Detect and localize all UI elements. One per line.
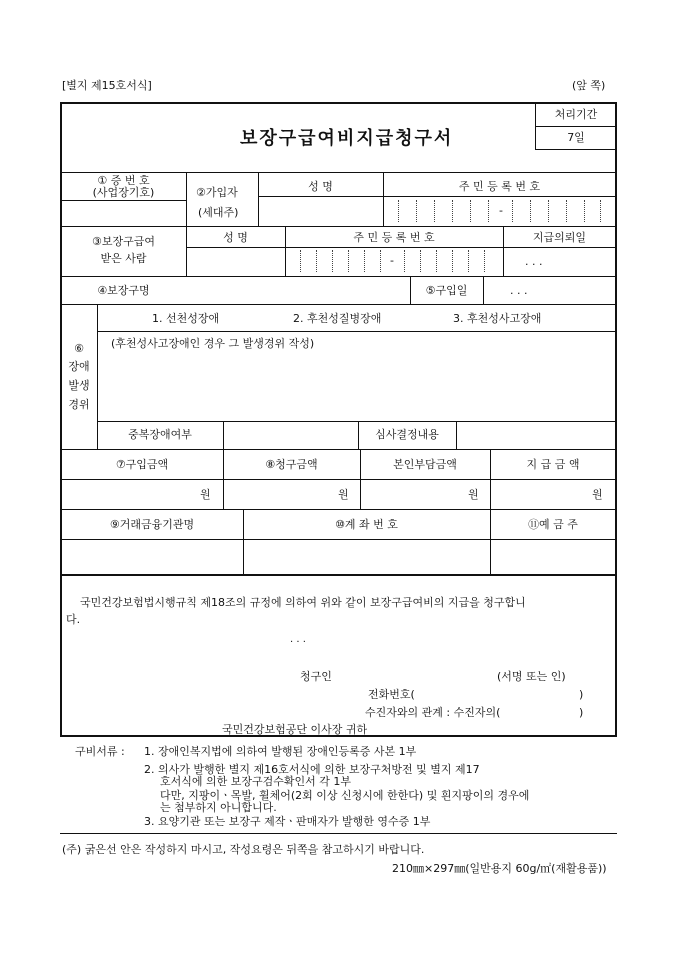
declaration-date: . . . <box>290 634 306 645</box>
claimant-label: 청구인 <box>300 670 332 683</box>
footer-note: (주) 굵은선 안은 작성하지 마시고, 작성요령은 뒤쪽을 참고하시기 바랍니다. <box>62 843 425 856</box>
paper-spec: 210㎜×297㎜(일반용지 60g/㎡(재활용품)) <box>392 862 607 875</box>
documents-bottom-rule <box>60 833 617 834</box>
document-item-2d: 는 첨부하지 아니합니다. <box>160 801 277 814</box>
recipient-rrn-label: 주 민 등 록 번 호 <box>353 231 435 244</box>
payment-amount-label: 지 급 금 액 <box>526 458 580 471</box>
rule-1c <box>258 196 616 197</box>
declaration-text: 국민건강보험법시행규칙 제18조의 규정에 의하여 위와 같이 보장구급여비의 지급을 청구합니 <box>80 596 526 609</box>
document-item-1: 1. 장애인복지법에 의하여 발행된 장애인등록증 사본 1부 <box>144 745 417 758</box>
signature-label: (서명 또는 인) <box>497 670 566 683</box>
rule-3 <box>61 276 616 277</box>
subscriber-name-label: 성 명 <box>308 180 333 193</box>
claim-amount-label: ⑧청구금액 <box>265 458 318 471</box>
won-unit: 원 <box>592 488 603 501</box>
rrn-dot <box>530 200 531 222</box>
rrn-dash: - <box>390 254 394 267</box>
rrn-dot <box>332 250 333 272</box>
subscriber-rrn-label: 주 민 등 록 번 호 <box>458 180 541 193</box>
relation-label: 수진자와의 관계 : 수진자의( <box>365 706 501 719</box>
account-number-label: ⑩계 좌 번 호 <box>335 518 398 531</box>
won-unit: 원 <box>200 488 211 501</box>
rrn-dot <box>512 200 513 222</box>
rrn-dot <box>452 200 453 222</box>
document-item-2c: 다만, 지팡이ㆍ목발, 휠체어(2회 이상 신청시에 한한다) 및 흰지팡이의 경우에 <box>160 789 530 802</box>
disability-note: (후천성사고장애인 경우 그 발생경위 작성) <box>111 337 315 350</box>
rrn-dot <box>398 200 399 222</box>
disability-label-3: 경위 <box>68 398 90 411</box>
rule-1b <box>61 200 186 201</box>
rrn-dot <box>488 200 489 222</box>
rule-6 <box>97 421 616 422</box>
recipient-label: ③보장구급여 <box>92 235 155 248</box>
subscriber-sub: (세대주) <box>198 206 239 219</box>
document-item-2b: 호서식에 의한 보장구검수확인서 각 1부 <box>160 775 351 788</box>
processing-label: 처리기간 <box>554 108 598 121</box>
disability-label-1: 장애 <box>68 360 90 373</box>
rrn-dot <box>548 200 549 222</box>
won-unit: 원 <box>338 488 349 501</box>
document-item-2: 2. 의사가 발행한 별지 제16호서식에 의한 보장구처방전 및 별지 제17 <box>144 763 480 776</box>
recipient-sub: 받은 사람 <box>100 252 147 265</box>
subscriber-label: ②가입자 <box>196 186 238 199</box>
documents-label: 구비서류 : <box>75 745 125 758</box>
purchase-date-dots: . . . <box>510 284 528 297</box>
processing-box-bottom <box>535 149 616 150</box>
phone-close: ) <box>579 688 584 701</box>
rrn-dot <box>436 250 437 272</box>
rrn-dot <box>452 250 453 272</box>
rrn-dot <box>300 250 301 272</box>
device-label: ④보장구명 <box>97 284 150 297</box>
rule-9 <box>61 509 616 510</box>
rrn-dot <box>600 200 601 222</box>
rule-10 <box>61 539 616 540</box>
v-1 <box>186 172 187 276</box>
cert-no-sub: (사업장기호) <box>92 186 155 199</box>
rrn-dot <box>566 200 567 222</box>
rrn-dot <box>468 250 469 272</box>
self-pay-label: 본인부담금액 <box>393 458 457 471</box>
option-acquired-accident: 3. 후천성사고장애 <box>453 312 542 325</box>
request-date-label: 지급의뢰일 <box>532 231 587 244</box>
rrn-dot <box>434 200 435 222</box>
rule-4 <box>61 304 616 305</box>
disability-label-2: 발생 <box>68 379 90 392</box>
option-congenital: 1. 선천성장애 <box>152 312 220 325</box>
rrn-dot <box>316 250 317 272</box>
form-id: [별지 제15호서식] <box>62 79 152 92</box>
page-title: 보장구급여비지급청구서 <box>240 128 454 149</box>
addressee: 국민건강보험공단 이사장 귀하 <box>222 723 368 736</box>
purchase-date-label: ⑤구입일 <box>425 284 468 297</box>
rule-11 <box>61 574 616 576</box>
account-holder-label: ⑪예 금 주 <box>528 518 578 531</box>
rule-7 <box>61 449 616 450</box>
cert-no-label: ① 증 번 호 <box>97 174 150 187</box>
declaration-text-2: 다. <box>66 613 81 626</box>
rrn-dot <box>380 250 381 272</box>
rule-5 <box>97 331 616 332</box>
relation-close: ) <box>579 706 584 719</box>
rrn-dot <box>470 200 471 222</box>
v-9 <box>223 421 224 449</box>
rule-8 <box>61 479 616 480</box>
rule-2b <box>186 247 616 248</box>
rrn-dot <box>420 250 421 272</box>
rrn-dash: - <box>499 204 503 217</box>
rrn-dot <box>416 200 417 222</box>
rrn-dot <box>348 250 349 272</box>
processing-box-mid <box>535 126 616 127</box>
document-item-3: 3. 요양기관 또는 보장구 제작ㆍ판매자가 발행한 영수증 1부 <box>144 815 431 828</box>
page-side: (앞 쪽) <box>572 79 606 92</box>
rrn-dot <box>584 200 585 222</box>
v-11 <box>456 421 457 449</box>
purchase-amount-label: ⑦구입금액 <box>115 458 169 471</box>
rule-2 <box>61 226 616 227</box>
phone-label: 전화번호( <box>368 688 415 701</box>
rrn-dot <box>364 250 365 272</box>
option-acquired-disease: 2. 후천성질병장애 <box>293 312 382 325</box>
rrn-dot <box>404 250 405 272</box>
won-unit: 원 <box>468 488 479 501</box>
bank-name-label: ⑨거래금융기관명 <box>109 518 195 531</box>
request-date-dots: . . . <box>525 255 543 268</box>
disability-num: ⑥ <box>74 342 84 355</box>
rule-1 <box>61 172 616 173</box>
review-decision-label: 심사결정내용 <box>375 428 439 441</box>
v-7 <box>483 276 484 304</box>
rrn-dot <box>484 250 485 272</box>
recipient-name-label: 성 명 <box>223 231 248 244</box>
duplicate-disability-label: 중복장애여부 <box>128 428 192 441</box>
processing-value: 7일 <box>567 131 585 144</box>
